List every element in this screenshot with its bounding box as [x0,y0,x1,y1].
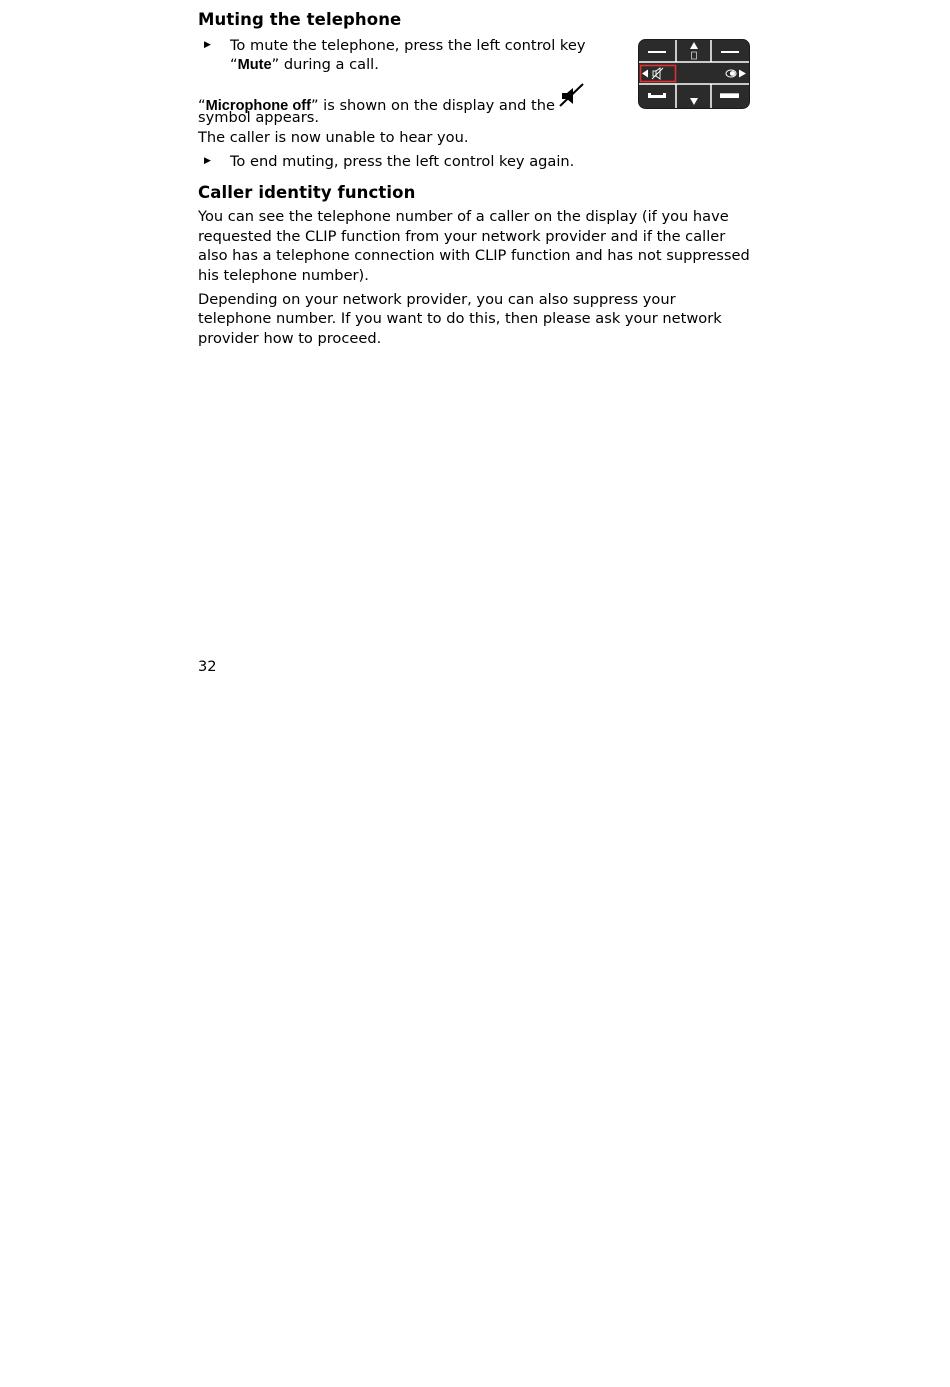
section-heading-caller-identity: Caller identity function [198,183,416,203]
status-line-rest: ” is shown on the display and the [310,96,555,114]
muted-microphone-icon [559,82,585,108]
bullet-arrow-icon: ▶ [204,40,211,50]
instruction-mute [198,36,753,76]
instruction-line-2 [230,55,753,75]
section-heading-muting: Muting the telephone [198,10,402,29]
bullet-arrow-icon: ▶ [204,156,211,167]
page-number: 32 [198,658,217,675]
instruction-line: To end muting, press the left control key again. [230,153,575,171]
microphone-off-label: Microphone off [205,97,311,114]
instruction-line: To mute the telephone, press the left control key [230,37,586,54]
manual-page [198,8,753,348]
status-line-2: symbol appears. [198,109,319,127]
mute-status-paragraph [198,88,753,147]
status-line-3: The caller is now unable to hear you. [198,128,469,146]
caller-id-paragraph-1: You can see the telephone number of a caller on the display (if you have requested the CLIP function from your network provider and if the caller also has a telephone connection with CLIP function and has not suppressed his telephone number). [198,208,750,284]
instruction-end-mute [198,152,753,171]
caller-id-paragraph-2: Depending on your network provider, you can also suppress your telephone number. If you want to do this, then please ask your network provider how to proceed. [198,291,722,347]
quote-open-2: “ [198,96,206,114]
mute-key-label: Mute [237,57,272,74]
quote-open: “ [230,56,238,74]
instruction-rest: ” during a call. [271,56,379,74]
